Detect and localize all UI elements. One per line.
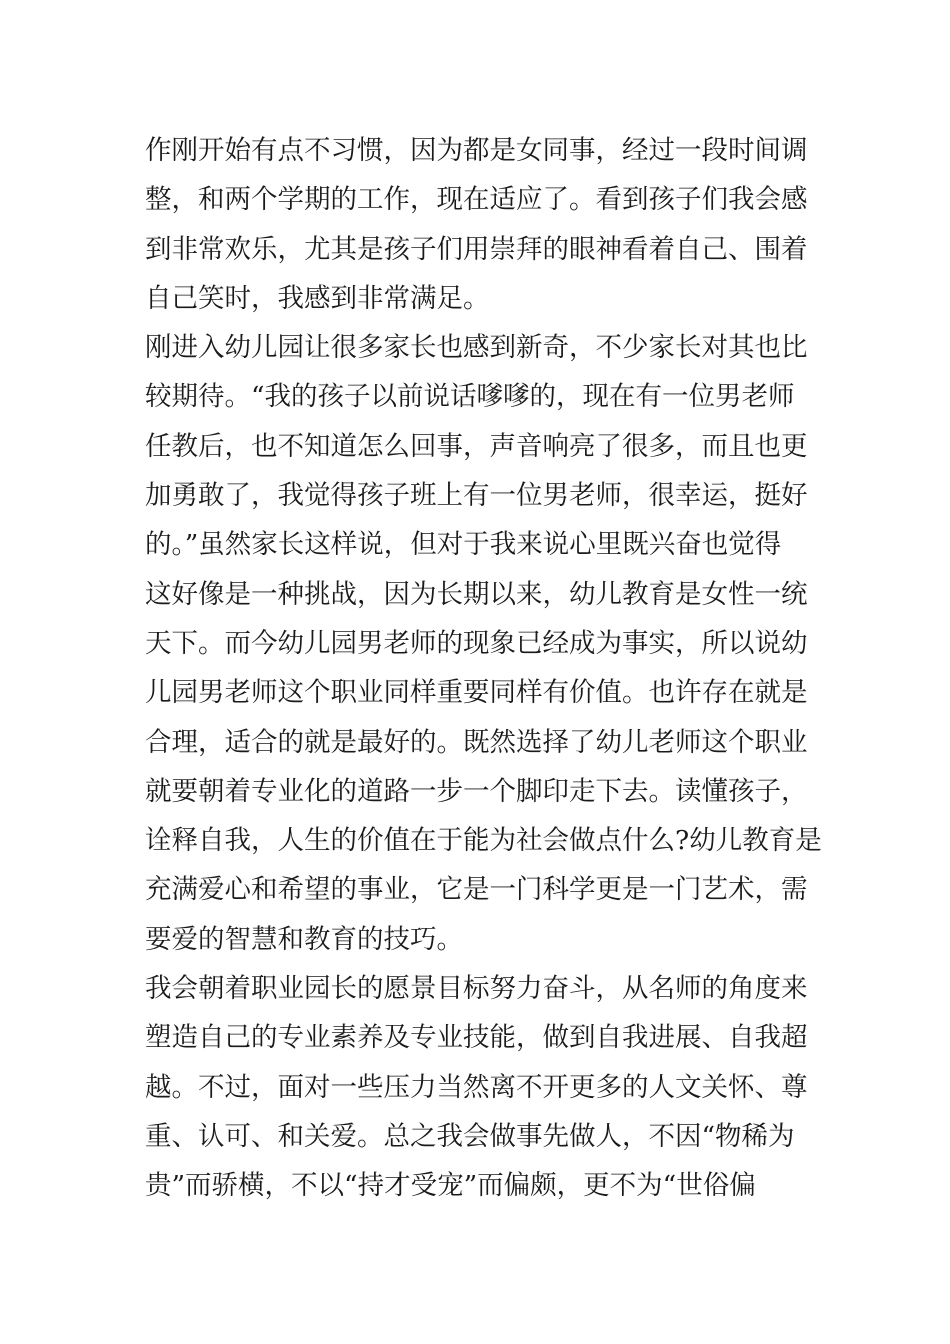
text-line: 加勇敢了，我觉得孩子班上有一位男老师，很幸运，挺好 [145, 480, 808, 512]
text-line: 作刚开始有点不习惯，因为都是女同事，经过一段时间调 [145, 135, 808, 166]
text-line: 任教后，也不知道怎么回事，声音响亮了很多，而且也更 [145, 430, 808, 462]
text-line: 充满爱心和希望的事业，它是一门科学更是一门艺术，需 [145, 874, 808, 906]
text-line: 塑造自己的专业素养及专业技能，做到自我进展、自我超 [145, 1022, 808, 1054]
text-line: 较期待。“我的孩子以前说话嗲嗲的，现在有一位男老师 [145, 381, 795, 413]
text-line: 儿园男老师这个职业同样重要同样有价值。也许存在就是 [145, 677, 808, 709]
text-line: 诠释自我，人生的价值在于能为社会做点什么?幼儿教育是 [145, 825, 822, 857]
text-line: 自己笑时，我感到非常满足。 [145, 282, 490, 314]
text-line: 我会朝着职业园长的愿景目标努力奋斗，从名师的角度来 [145, 973, 808, 1005]
text-line: 天下。而今幼儿园男老师的现象已经成为事实，所以说幼 [145, 627, 808, 659]
body-text [145, 126, 822, 1211]
text-line: 贵”而骄横，不以“持才受宠”而偏颇，更不为“世俗偏 [145, 1170, 756, 1202]
text-line: 的。”虽然家长这样说，但对于我来说心里既兴奋也觉得 [145, 529, 782, 561]
text-line: 越。不过，面对一些压力当然离不开更多的人文关怀、尊 [145, 1071, 808, 1103]
text-line: 到非常欢乐，尤其是孩子们用崇拜的眼神看着自己、围着 [145, 233, 808, 265]
text-line: 就要朝着专业化的道路一步一个脚印走下去。读懂孩子， [145, 775, 808, 807]
text-line: 重、认可、和关爱。总之我会做事先做人，不因“物稀为 [145, 1120, 795, 1152]
text-line: 要爱的智慧和教育的技巧。 [145, 923, 463, 955]
text-line: 这好像是一种挑战，因为长期以来，幼儿教育是女性一统 [145, 578, 808, 610]
text-line: 合理，适合的就是最好的。既然选择了幼儿老师这个职业 [145, 726, 808, 758]
text-line: 刚进入幼儿园让很多家长也感到新奇，不少家长对其也比 [145, 332, 808, 364]
text-line: 整，和两个学期的工作，现在适应了。看到孩子们我会感 [145, 184, 808, 216]
